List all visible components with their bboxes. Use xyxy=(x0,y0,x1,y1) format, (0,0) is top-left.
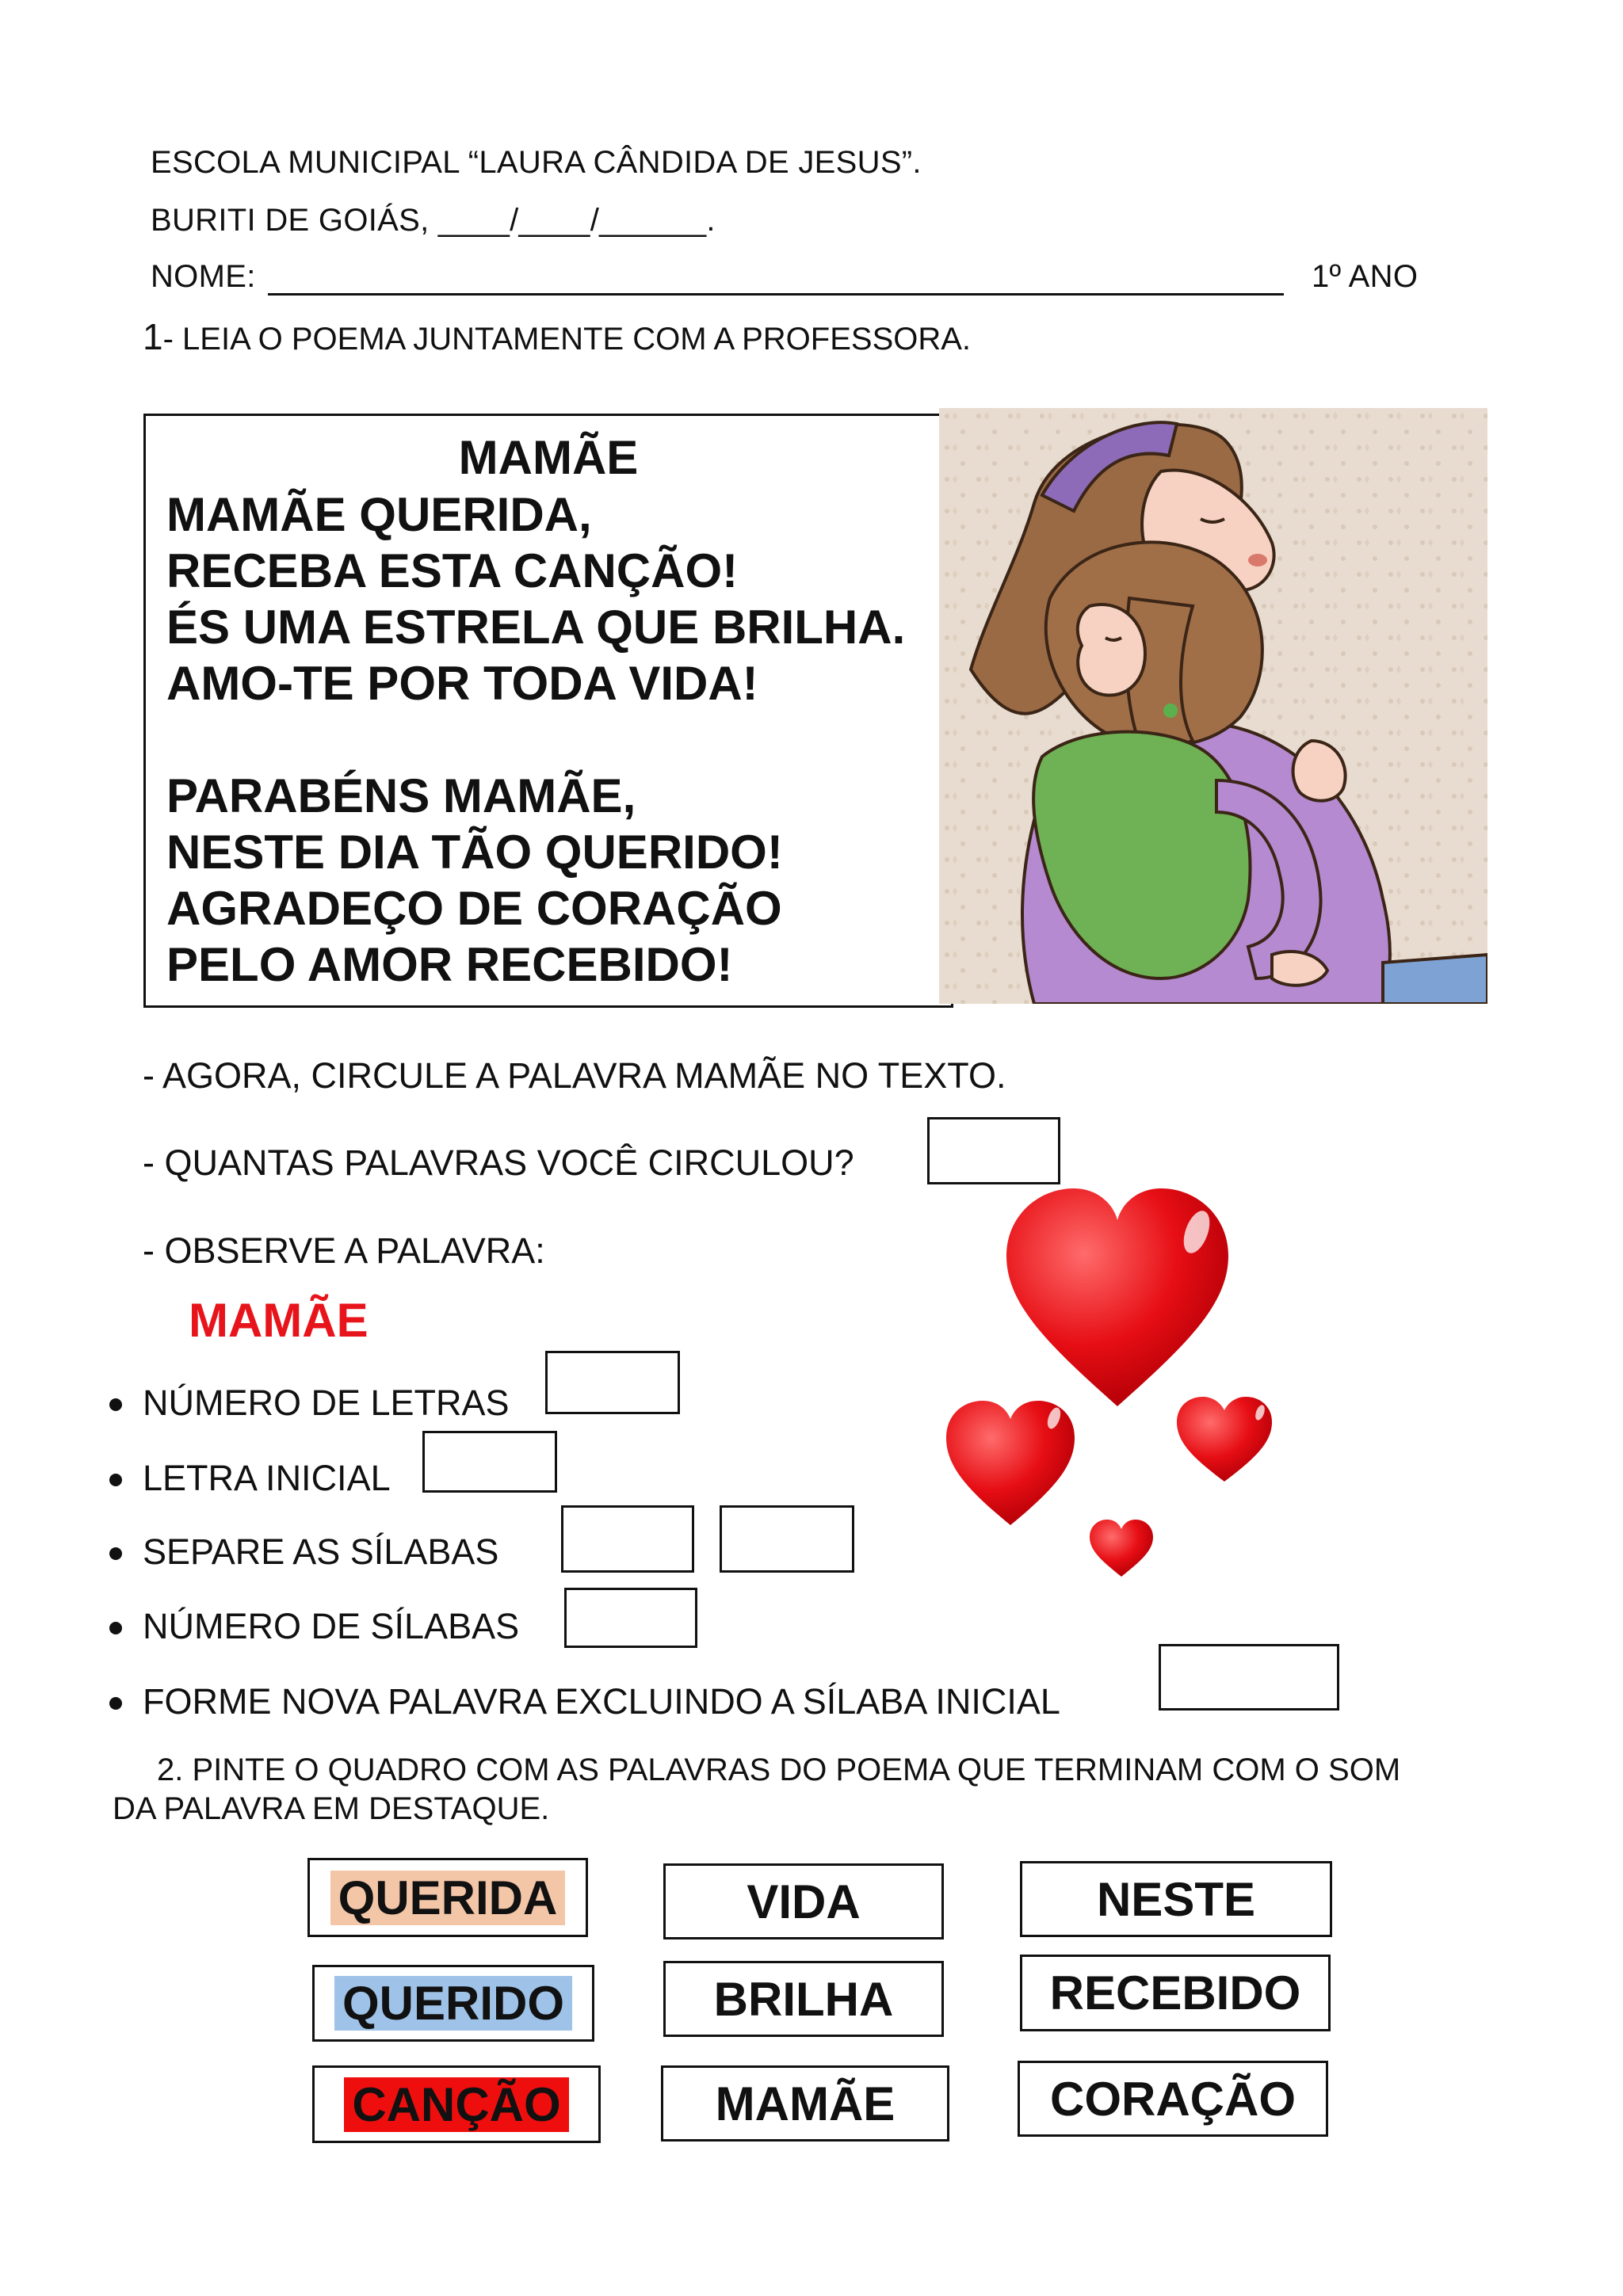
heart-icon xyxy=(1177,1397,1272,1482)
bullet-dot xyxy=(109,1622,122,1634)
word-box-querida[interactable] xyxy=(307,1858,588,1937)
new-word-answer-box[interactable] xyxy=(1159,1644,1339,1711)
instruction-1-text: - LEIA O POEMA JUNTAMENTE COM A PROFESSORA. xyxy=(162,322,972,357)
instruction-1 xyxy=(143,315,971,358)
word-label: QUERIDO xyxy=(334,1976,572,2031)
word-box-recebido[interactable] xyxy=(1020,1955,1331,2031)
word-box-brilha[interactable] xyxy=(663,1961,944,2037)
school-name: ESCOLA MUNICIPAL “LAURA CÂNDIDA DE JESUS”. xyxy=(151,145,922,180)
instruction-1-number: 1 xyxy=(143,316,163,357)
highlight-word: MAMÃE xyxy=(189,1294,369,1347)
word-box-coracao[interactable] xyxy=(1018,2061,1328,2137)
date-line: BURITI DE GOIÁS, ____/____/______. xyxy=(151,203,716,238)
how-many-question: - QUANTAS PALAVRAS VOCÊ CIRCULOU? xyxy=(143,1142,854,1183)
poem-line: ÉS UMA ESTRELA QUE BRILHA. xyxy=(166,601,906,654)
observe-instruction: - OBSERVE A PALAVRA: xyxy=(143,1230,545,1271)
heart-icon xyxy=(946,1401,1075,1525)
word-label: BRILHA xyxy=(713,1972,894,2026)
circle-instruction: - AGORA, CIRCULE A PALAVRA MAMÃE NO TEXTO. xyxy=(143,1055,1006,1096)
bullet-separate-syllables: SEPARE AS SÍLABAS xyxy=(143,1531,499,1572)
bullet-dot xyxy=(109,1547,122,1560)
word-label: CANÇÃO xyxy=(344,2077,568,2132)
bullet-letter-count: NÚMERO DE LETRAS xyxy=(143,1383,510,1423)
heart-icon xyxy=(1006,1188,1228,1406)
mother-daughter-hug-illustration xyxy=(939,408,1487,1004)
poem-line: AGRADEÇO DE CORAÇÃO xyxy=(166,882,782,935)
syllable-count-answer-box[interactable] xyxy=(564,1588,697,1648)
hearts-decoration xyxy=(935,1177,1284,1589)
poem-line: NESTE DIA TÃO QUERIDO! xyxy=(166,826,783,879)
poem-line: AMO-TE POR TODA VIDA! xyxy=(166,657,758,710)
bullet-dot xyxy=(109,1474,122,1486)
word-label: MAMÃE xyxy=(715,2077,896,2130)
word-label: QUERIDA xyxy=(330,1871,566,1925)
letter-count-answer-box[interactable] xyxy=(545,1351,680,1414)
poem-line: PARABÉNS MAMÃE, xyxy=(166,769,636,822)
poem-line: MAMÃE QUERIDA, xyxy=(166,488,592,541)
poem-line: RECEBA ESTA CANÇÃO! xyxy=(166,544,739,597)
word-label: NESTE xyxy=(1096,1872,1256,1926)
syllable-1-answer-box[interactable] xyxy=(561,1505,694,1573)
word-box-querido[interactable] xyxy=(312,1965,594,2042)
word-box-cancao[interactable] xyxy=(312,2065,601,2143)
initial-letter-answer-box[interactable] xyxy=(422,1431,557,1493)
grade-label: 1º ANO xyxy=(1312,259,1419,294)
name-label: NOME: xyxy=(151,259,256,294)
syllable-2-answer-box[interactable] xyxy=(720,1505,854,1573)
instruction-2-line-1: 2. PINTE O QUADRO COM AS PALAVRAS DO POEMA QUE TERMINAM COM O SOM xyxy=(157,1753,1401,1787)
poem-line: PELO AMOR RECEBIDO! xyxy=(166,938,733,991)
bullet-dot xyxy=(109,1697,122,1710)
bullet-dot xyxy=(109,1398,122,1411)
word-box-vida[interactable] xyxy=(663,1863,944,1939)
word-label: CORAÇÃO xyxy=(1050,2072,1296,2126)
bullet-initial-letter: LETRA INICIAL xyxy=(143,1458,391,1498)
bullet-new-word: FORME NOVA PALAVRA EXCLUINDO A SÍLABA INICIAL xyxy=(143,1681,1060,1722)
name-underline[interactable] xyxy=(268,293,1284,296)
heart-icon xyxy=(1090,1520,1153,1577)
word-label: RECEBIDO xyxy=(1049,1966,1301,2019)
count-answer-box[interactable] xyxy=(927,1117,1060,1184)
bullet-syllable-count: NÚMERO DE SÍLABAS xyxy=(143,1606,520,1646)
instruction-2-line-2: DA PALAVRA EM DESTAQUE. xyxy=(113,1791,550,1826)
poem-title: MAMÃE xyxy=(458,431,639,484)
word-label: VIDA xyxy=(747,1875,861,1928)
word-box-mamae[interactable] xyxy=(661,2065,949,2142)
word-box-neste[interactable] xyxy=(1020,1861,1332,1937)
poem-box xyxy=(143,414,953,1008)
